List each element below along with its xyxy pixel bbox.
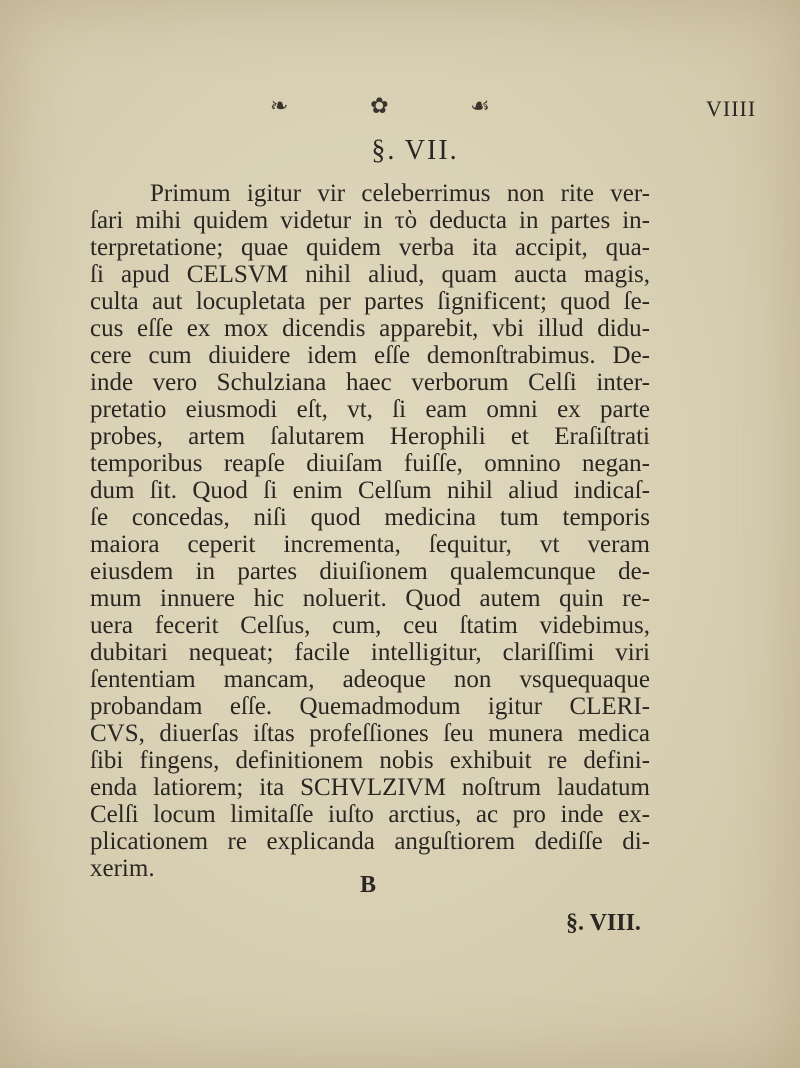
text-line: Primum igitur vir celeberrimus non rite ver- bbox=[150, 180, 650, 207]
text-line: cere cum diuidere idem eſſe demonſtrabimus. De- bbox=[90, 342, 650, 369]
text-line: cus eſſe ex mox dicendis apparebit, vbi illud didu- bbox=[90, 315, 650, 342]
section-title: §. VII. bbox=[371, 135, 459, 166]
text-line: ſententiam mancam, adeoque non vsquequaque bbox=[90, 666, 650, 693]
ornament-right-icon: ☙ bbox=[470, 93, 490, 118]
text-line: uera fecerit Celſus, cum, ceu ſtatim videbimus, bbox=[90, 612, 650, 639]
text-line: terpretatione; quae quidem verba ita accipit, qua- bbox=[90, 234, 650, 261]
text-line: ſibi fingens, definitionem nobis exhibuit re defini- bbox=[90, 747, 650, 774]
text-line: probandam eſſe. Quemadmodum igitur CLERI- bbox=[90, 693, 650, 720]
header-ornament bbox=[270, 92, 490, 120]
text-line: enda latiorem; ita SCHVLZIVM noſtrum laudatum bbox=[90, 774, 650, 801]
text-line: culta aut locupletata per partes ſignificent; quod ſe- bbox=[90, 288, 650, 315]
text-line: plicationem re explicanda anguſtiorem dediſſe di- bbox=[90, 828, 650, 855]
text-line: Celſi locum limitaſſe iuſto arctius, ac pro inde ex- bbox=[90, 801, 650, 828]
text-line: inde vero Schulziana haec verborum Celſi inter- bbox=[90, 369, 650, 396]
text-line: dubitari nequeat; facile intelligitur, clariſſimi viri bbox=[90, 639, 650, 666]
text-line: mum innuere hic noluerit. Quod autem quin re- bbox=[90, 585, 650, 612]
text-line: ſari mihi quidem videtur in τὸ deducta in partes in- bbox=[90, 207, 650, 234]
page-number: VIIII bbox=[706, 96, 757, 121]
text-line: probes, artem ſalutarem Herophili et Eraſiſtrati bbox=[90, 423, 650, 450]
ornament-left-icon: ❧ bbox=[270, 93, 289, 118]
text-line: maiora ceperit incrementa, ſequitur, vt veram bbox=[90, 531, 650, 558]
text-line: CVS, diuerſas iſtas profeſſiones ſeu munera medica bbox=[90, 720, 650, 747]
ornament-center-icon: ✿ bbox=[370, 93, 389, 118]
signature-mark: B bbox=[360, 872, 377, 898]
text-line: eiusdem in partes diuiſionem qualemcunque de- bbox=[90, 558, 650, 585]
text-line: temporibus reapſe diuiſam fuiſſe, omnino negan- bbox=[90, 450, 650, 477]
text-line: ſi apud CELSVM nihil aliud, quam aucta magis, bbox=[90, 261, 650, 288]
text-line: dum ſit. Quod ſi enim Celſum nihil aliud indicaſ- bbox=[90, 477, 650, 504]
text-line: pretatio eiusmodi eſt, vt, ſi eam omni ex parte bbox=[90, 396, 650, 423]
text-line: ſe concedas, niſi quod medicina tum temporis bbox=[90, 504, 650, 531]
catchword: §. VIII. bbox=[566, 910, 641, 936]
body-paragraph bbox=[90, 180, 650, 882]
text-line: xerim. bbox=[90, 855, 155, 882]
